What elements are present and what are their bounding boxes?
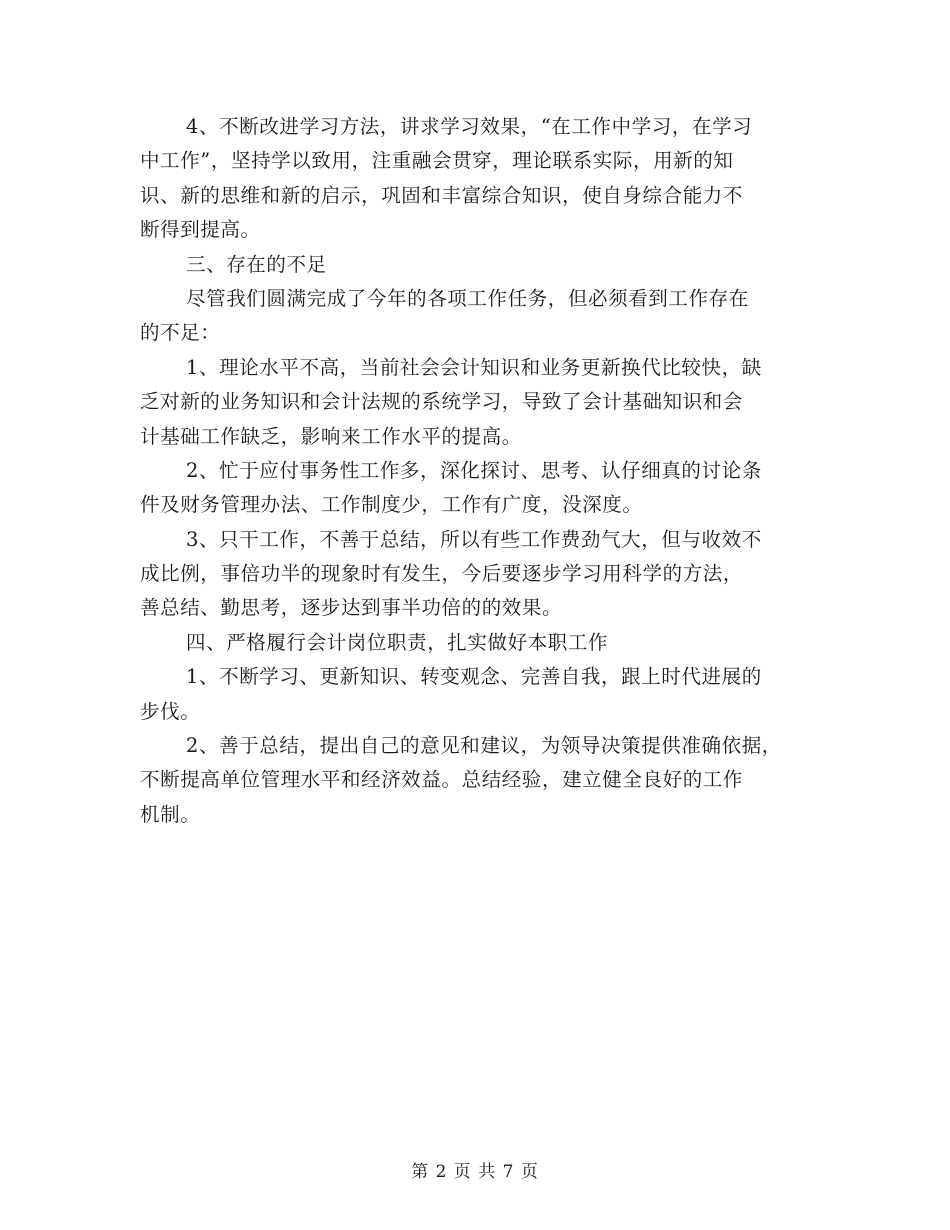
paragraph-line: 中工作”，坚持学以致用，注重融会贯穿，理论联系实际，用新的知 [140,149,734,173]
paragraph-line: 步伐。 [140,699,201,723]
paragraph-line: 识、新的思维和新的启示，巩固和丰富综合知识，使自身综合能力不 [140,183,744,207]
paragraph-line: 2、忙于应付事务性工作多，深化探讨、思考、认仔细真的讨论条 [186,458,762,482]
section-heading: 四、严格履行会计岗位职责，扎实做好本职工作 [186,630,609,654]
paragraph-line: 机制。 [140,802,201,826]
document-body [140,110,820,832]
paragraph-line: 的不足： [140,321,221,345]
paragraph-line: 成比例，事倍功半的现象时有发生，今后要逐步学习用科学的方法， [140,562,744,586]
paragraph-line: 1、不断学习、更新知识、转变观念、完善自我，跟上时代进展的 [186,665,762,689]
paragraph-line: 不断提高单位管理水平和经济效益。总结经验，建立健全良好的工作 [140,768,744,792]
paragraph-line: 乏对新的业务知识和会计法规的系统学习，导致了会计基础知识和会 [140,390,744,414]
section-heading: 三、存在的不足 [186,252,327,276]
paragraph-line: 4、不断改进学习方法，讲求学习效果，“在工作中学习，在学习 [186,115,753,138]
page-footer [0,1157,950,1182]
page-number-label: 第 2 页 共 7 页 [411,1162,539,1182]
paragraph-line: 断得到提高。 [140,218,261,242]
paragraph-line: 2、善于总结，提出自己的意见和建议，为领导决策提供准确依据， [186,734,782,758]
paragraph-line: 3、只干工作，不善于总结，所以有些工作费劲气大，但与收效不 [186,527,762,551]
paragraph-line: 件及财务管理办法、工作制度少，工作有广度，没深度。 [140,493,643,517]
paragraph-line: 1、理论水平不高，当前社会会计知识和业务更新换代比较快，缺 [186,355,762,379]
paragraph-line: 计基础工作缺乏，影响来工作水平的提高。 [140,424,522,448]
paragraph-line: 善总结、勤思考，逐步达到事半功倍的的效果。 [140,596,563,620]
paragraph-line: 尽管我们圆满完成了今年的各项工作任务，但必须看到工作存在 [186,286,749,310]
